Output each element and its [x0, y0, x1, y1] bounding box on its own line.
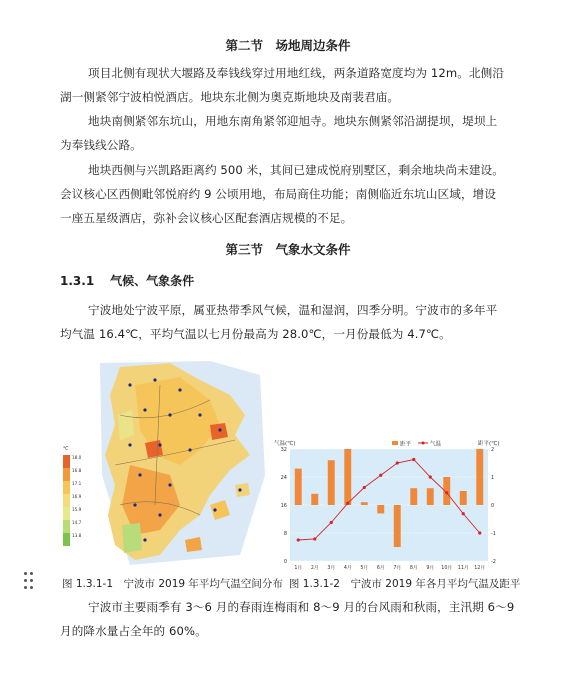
chart-svg [272, 437, 502, 574]
paragraph-line: 月的降水量占全年的 60%。 [60, 624, 207, 638]
anomaly-bar [427, 488, 434, 505]
legend-color-box [63, 494, 70, 507]
subsection-number: 1.3.1 [60, 274, 95, 288]
legend-dot-temperature [422, 442, 425, 445]
x-tick-label: 3月 [327, 566, 336, 571]
x-tick-label: 11月 [457, 566, 469, 571]
legend-color-box [63, 520, 70, 533]
x-tick-label: 9月 [426, 566, 435, 571]
legend-tick-label: 13.8 [72, 533, 82, 538]
temperature-point [429, 475, 432, 478]
x-tick-label: 4月 [343, 566, 352, 571]
figure-caption-chart: 图 1.3.1-2 宁波市 2019 年各月平均气温及距平 [288, 578, 521, 590]
temperature-map-figure [60, 355, 268, 570]
x-tick-label: 5月 [360, 566, 369, 571]
x-tick-label: 1月 [294, 566, 303, 571]
legend-color-box [63, 455, 70, 468]
temperature-point [462, 512, 465, 515]
temperature-point [478, 531, 481, 534]
paragraph-line: 地块西侧与兴凯路距离约 500 米，其间已建成悦府别墅区，剩余地块尚未建设。 [88, 163, 504, 177]
x-tick-label: 8月 [409, 566, 418, 571]
paragraph-line: 湖一侧紧邻宁波柏悦酒店。地块东北侧为奥克斯地块及南裴君庙。 [60, 90, 400, 104]
y-tick-right: -2 [491, 559, 496, 565]
anomaly-bar [344, 449, 351, 505]
legend-label-temperature: 气温 [430, 441, 442, 448]
x-tick-label: 10月 [441, 566, 453, 571]
temperature-point [297, 538, 300, 541]
anomaly-bar [377, 505, 384, 513]
paragraph-line: 均气温 16.4℃，平均气温以七月份最高为 28.0℃，一月份最低为 4.7℃。 [60, 327, 451, 341]
y-axis-right-label: 距平(℃) [478, 441, 500, 447]
anomaly-bar [328, 460, 335, 505]
legend-tick-label: 16.9 [72, 494, 82, 499]
paragraph-line: 地块南侧紧邻东坑山，用地东南角紧邻迎旭寺。地块东侧紧邻沿湖提坝，堤坝上 [88, 114, 498, 128]
y-tick-left: 16 [280, 503, 287, 509]
legend-tick-label: 14.7 [72, 520, 82, 525]
legend-tick-label: 18.0 [72, 455, 82, 460]
anomaly-bar [410, 488, 417, 505]
temperature-point [412, 458, 415, 461]
monthly-temperature-chart [272, 437, 502, 574]
y-tick-right: 1 [491, 475, 495, 481]
legend-tick-label: 16.8 [72, 468, 82, 473]
temperature-point [396, 461, 399, 464]
temperature-point [330, 521, 333, 524]
legend-tick-label: 15.9 [72, 507, 82, 512]
section-heading-weather: 第三节 气象水文条件 [225, 242, 351, 257]
anomaly-bar [460, 491, 467, 505]
y-tick-left: 8 [283, 531, 287, 537]
legend-tick-label: 17.1 [72, 481, 82, 486]
temperature-point [363, 486, 366, 489]
x-tick-label: 7月 [393, 566, 402, 571]
y-tick-right: 2 [491, 447, 495, 453]
paragraph-line: 一座五星级酒店，弥补会议核心区配套酒店规模的不足。 [60, 211, 353, 225]
legend-color-box [63, 481, 70, 494]
x-tick-label: 6月 [376, 566, 385, 571]
legend-color-box [63, 533, 70, 546]
subsection-heading [60, 272, 194, 289]
legend-unit: ℃ [63, 446, 69, 452]
temperature-point [346, 502, 349, 505]
figure-caption-map: 图 1.3.1-1 宁波市 2019 年平均气温空间分布 [62, 578, 283, 590]
y-tick-left: 32 [280, 447, 287, 453]
y-tick-left: 24 [280, 475, 287, 481]
temperature-point [313, 537, 316, 540]
paragraph-line: 为奉钱线公路。 [60, 138, 142, 152]
legend-color-box [63, 468, 70, 481]
y-axis-left-label: 气温(℃) [274, 441, 296, 447]
drag-handle-icon[interactable] [24, 572, 36, 590]
x-tick-label: 12月 [474, 566, 486, 571]
paragraph-line: 会议核心区西侧毗邻悦府约 9 公顷用地，布局商住功能；南侧临近东坑山区域，增设 [60, 187, 497, 201]
y-tick-right: 0 [491, 503, 495, 509]
legend-swatch-anomaly [392, 441, 398, 445]
paragraph-line: 宁波市主要雨季有 3～6 月的春雨连梅雨和 8～9 月的台风雨和秋雨，主汛期 6～9 [88, 600, 515, 614]
anomaly-bar [311, 494, 318, 505]
paragraph-line: 宁波地处宁波平原，属亚热带季风气候，温和湿润，四季分明。宁波市的多年平 [88, 303, 498, 317]
temperature-point [379, 474, 382, 477]
x-tick-label: 2月 [310, 566, 319, 571]
y-tick-right: -1 [491, 531, 496, 537]
temperature-map [60, 355, 268, 570]
anomaly-bar [476, 449, 483, 505]
y-tick-left: 0 [283, 559, 287, 565]
anomaly-bar [394, 505, 401, 547]
paragraph-line: 项目北侧有现状大堰路及奉钱线穿过用地红线，两条道路宽度均为 12m。北侧沿 [88, 66, 505, 80]
anomaly-bar [361, 502, 368, 505]
subsection-title: 气候、气象条件 [110, 274, 195, 288]
anomaly-bar [295, 469, 302, 505]
legend-label-anomaly: 距平 [400, 441, 412, 448]
section-heading-site: 第二节 场地周边条件 [225, 38, 351, 53]
legend-color-box [63, 507, 70, 520]
figure-captions [62, 576, 526, 591]
temperature-point [445, 491, 448, 494]
